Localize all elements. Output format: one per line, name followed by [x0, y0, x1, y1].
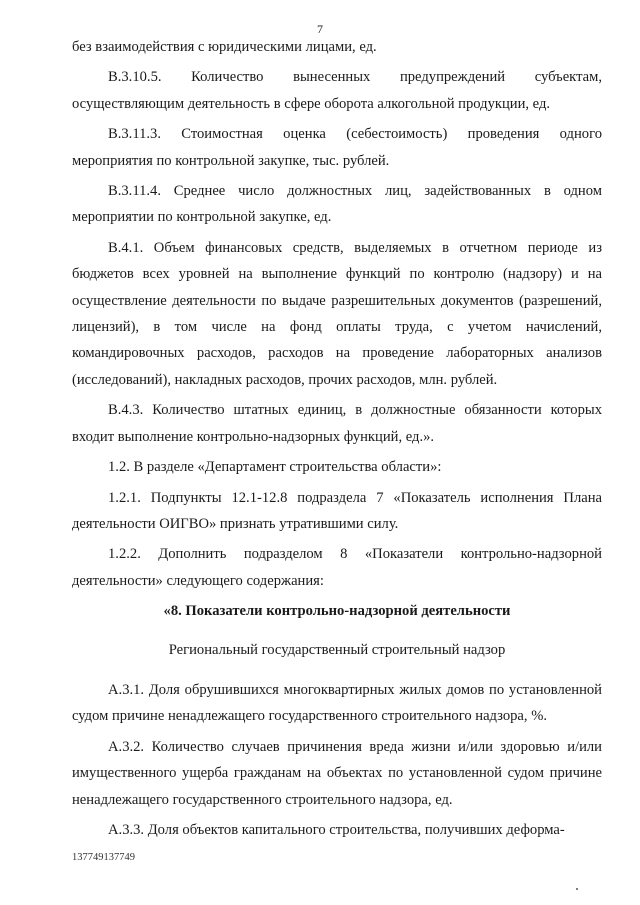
paragraph: 1.2. В разделе «Департамент строительства области»:: [108, 459, 442, 476]
paragraph: 1.2.2. Дополнить подразделом 8 «Показатели контрольно-надзорной деятельности» следующего содержания:: [72, 546, 602, 589]
paragraph: 1.2.1. Подпункты 12.1-12.8 подраздела 7 «Показатель исполнения Плана деятельности ОИГВО» признать утратившими силу.: [72, 489, 602, 532]
document-body: [72, 34, 602, 847]
document-id: 137749137749: [72, 852, 135, 863]
section-paragraph: А.3.1. Доля обрушившихся многоквартирных жилых домов по установленной судом причине ненадлежащего государственного строительного надзора, %.: [72, 681, 602, 725]
paragraph: без взаимодействия с юридическими лицами, ед.: [72, 39, 377, 55]
section-heading: «8. Показатели контрольно-надзорной деятельности: [163, 603, 511, 620]
paragraph: В.3.10.5. Количество вынесенных предупреждений субъектам, осуществляющим деятельность в сфере оборота алкогольной продукции, ед.: [72, 69, 602, 112]
paragraph: В.4.3. Количество штатных единиц, в должностные обязанности которых входит выполнение контрольно-надзорных функций, ед.».: [72, 402, 602, 445]
section-subheading: Региональный государственный строительный надзор: [168, 641, 506, 658]
paragraph: В.3.11.3. Стоимостная оценка (себестоимость) проведения одного мероприятия по контрольной закупке, тыс. рублей.: [72, 126, 602, 169]
paragraph: В.4.1. Объем финансовых средств, выделяемых в отчетном периоде из бюджетов всех уровней на выполнение функций по контролю (надзору) и на осуществление деятельности по выдаче разрешительных документов (разрешений, лицензий), в том числе на фонд оплаты труда, с учетом начислений, командировочных расходов, расходов на проведение лабораторных анализов (исследований), накладных расходов, прочих расходов, млн. рублей.: [72, 239, 602, 388]
scan-speck: [576, 888, 578, 890]
page-number: 7: [317, 22, 323, 36]
section-paragraph: А.3.3. Доля объектов капитального строительства, получивших деформа-: [108, 821, 565, 838]
paragraph: В.3.11.4. Среднее число должностных лиц, задействованных в одном мероприятии по контрольной закупке, ед.: [72, 183, 602, 226]
section-paragraph: А.3.2. Количество случаев причинения вреда жизни и/или здоровью и/или имущественного ущерба гражданам на объектах по установленной судом причине ненадлежащего государственного строительного надзора, ед.: [72, 738, 602, 808]
